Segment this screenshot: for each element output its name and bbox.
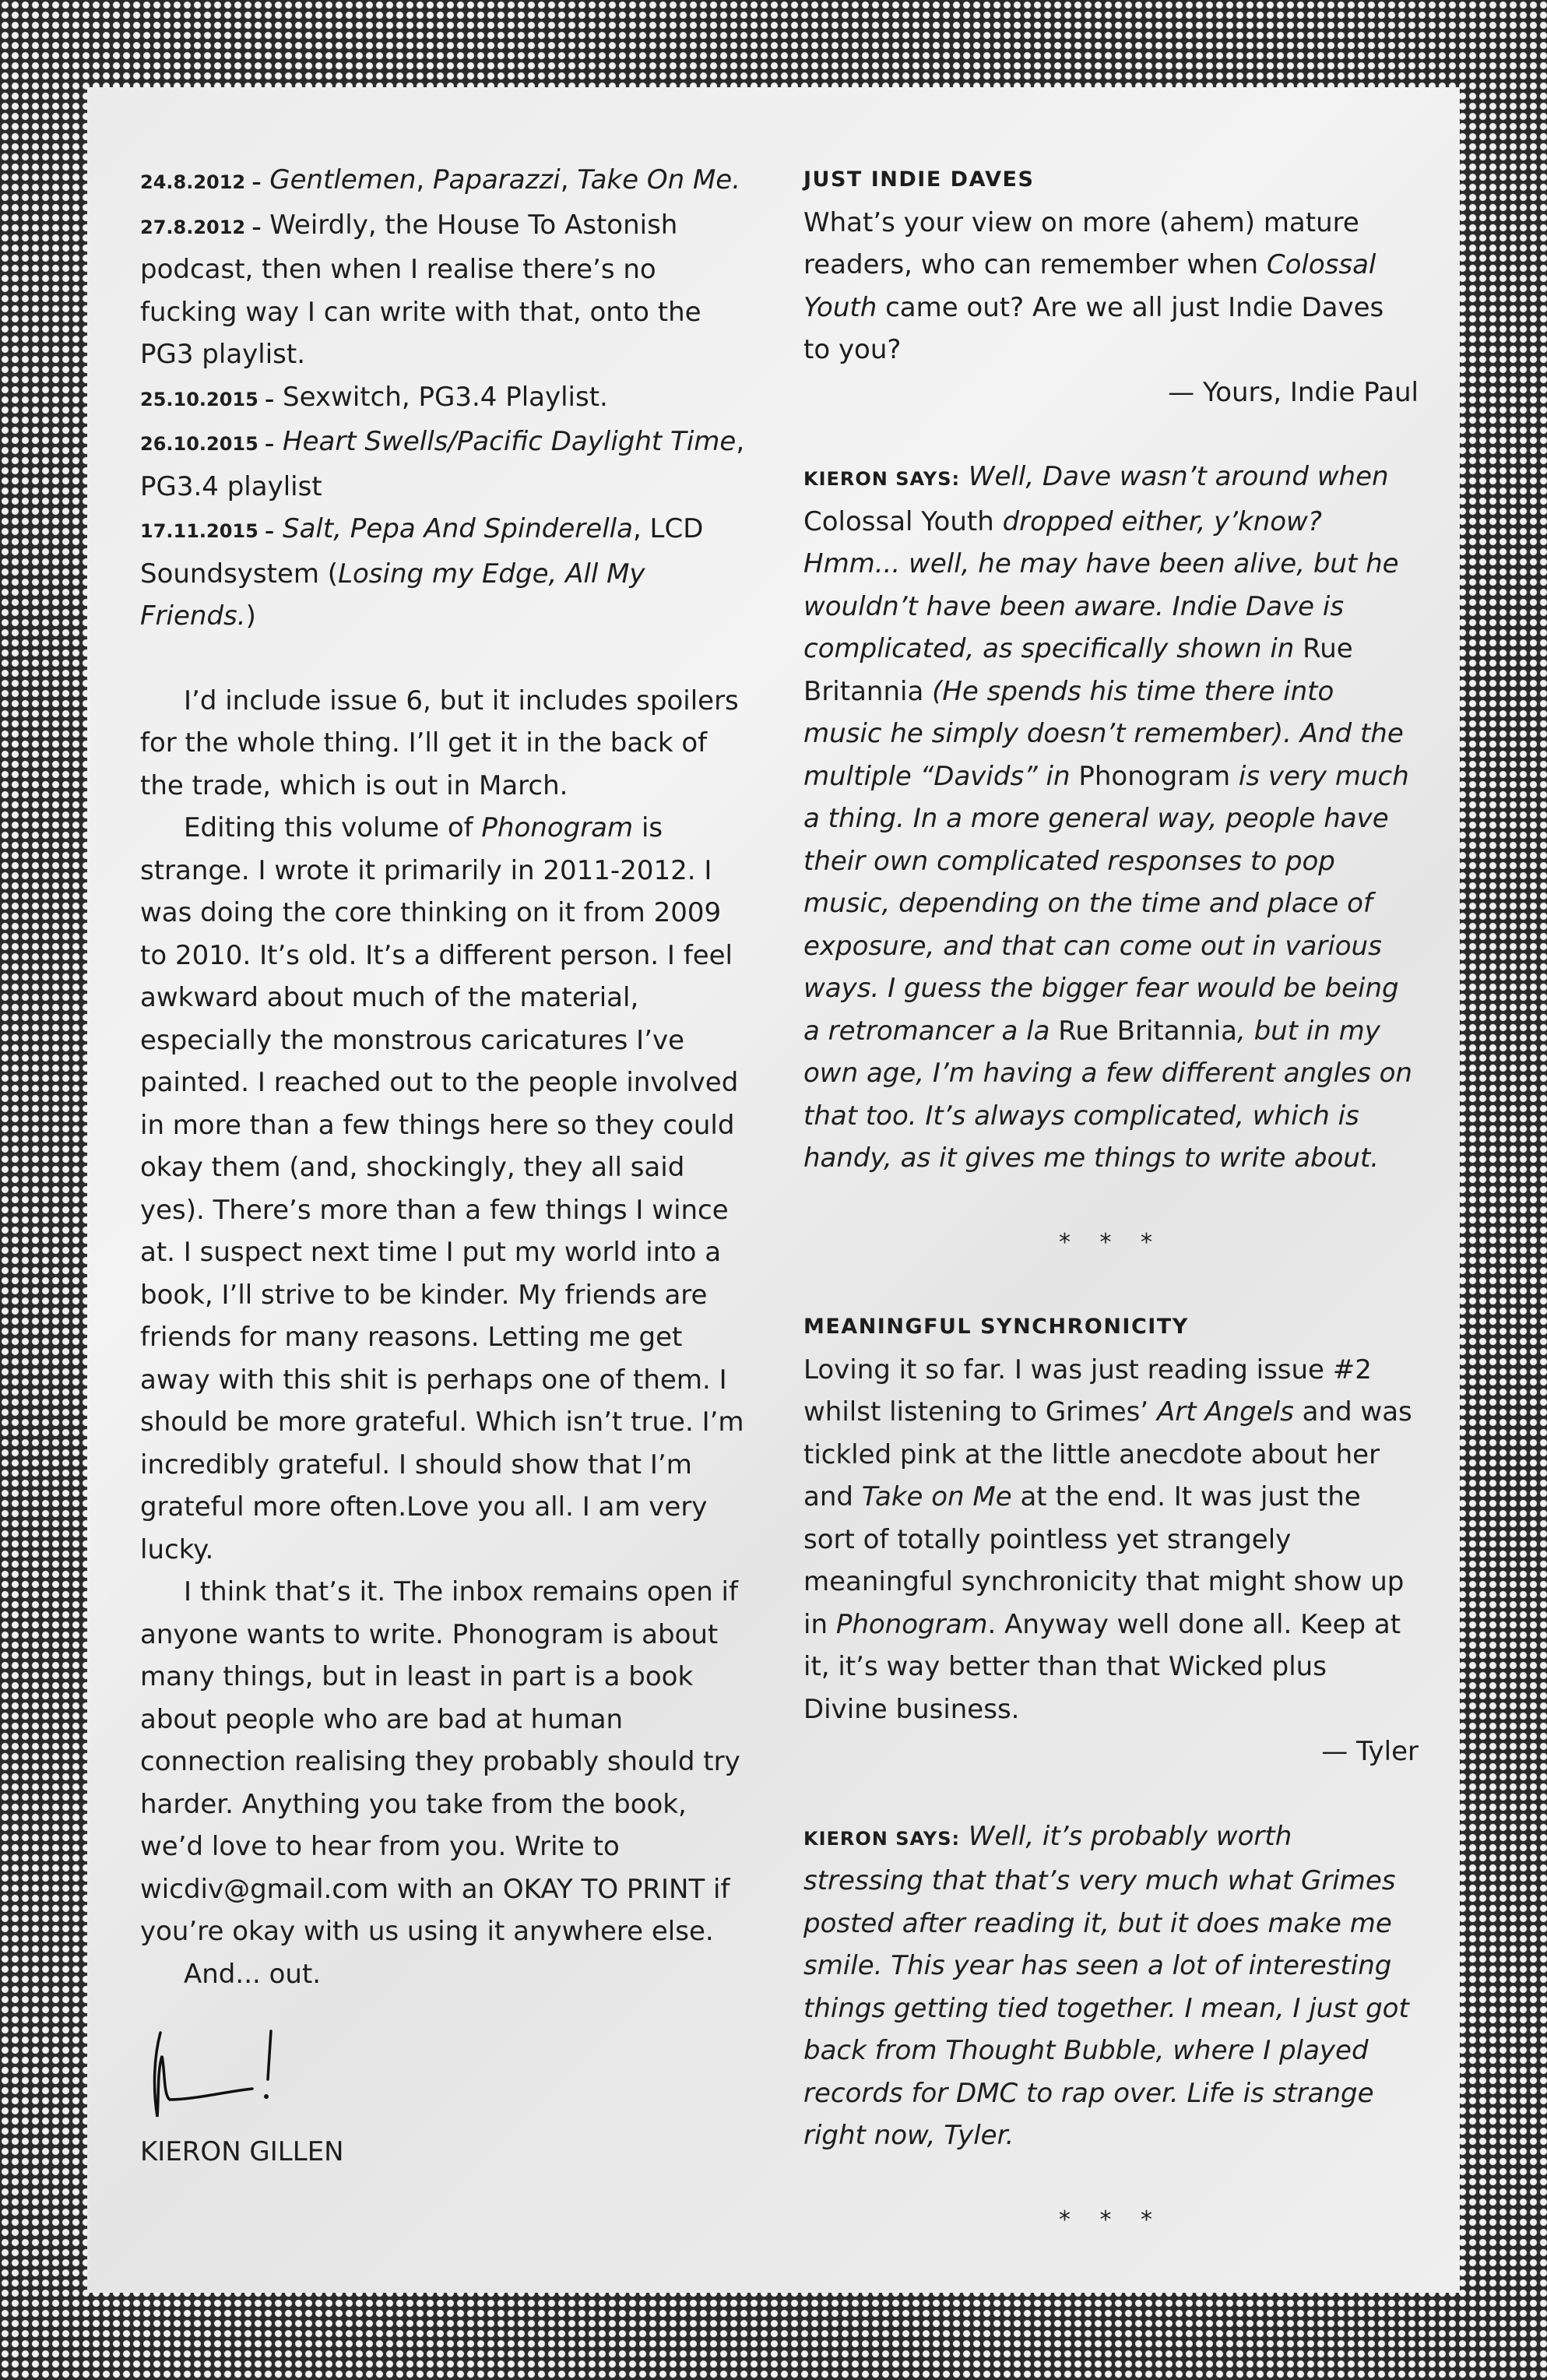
reply-synchronicity: KIERON SAYS: Well, it’s probably worth stressing that that’s very much what Grimes posted after reading it, but it does make me smile. This year has seen a lot of interesting things getting tied together. I mean, I just got back from Thought Bubble, where I played records for DMC to rap over. Life is strange right now, Tyler.	[803, 1820, 1409, 2151]
letters-page	[87, 87, 1460, 2293]
playlist-date: 25.10.2015 –	[140, 388, 275, 410]
playlist-date: 24.8.2012 –	[140, 171, 262, 193]
reply-indie-daves: KIERON SAYS: Well, Dave wasn’t around when Colossal Youth dropped either, y’know? Hmm... well, he may have been alive, but he wouldn’t have been aware. Indie Dave is complicated, as specifically shown in Rue Britannia (He spends his time there into music he simply doesn’t remember). And the multiple “Davids” in Phonogram is very much a thing. In a more general way, people have their own complicated responses to pop music, depending on the time and place of exposure, and that can come out in various ways. I guess the bigger fear would be being a retromancer a la Rue Britannia, but in my own age, I’m having a few different angles on that too. It’s always complicated, which is handy, as it gives me things to write about.	[803, 461, 1412, 1174]
text-run: Weirdly, the House To Astonish podcast, then when I realise there’s no fucking way I can write with that, onto the PG3 playlist.	[140, 209, 701, 370]
letter-body-indie-daves: What’s your view on more (ahem) mature readers, who can remember when Colossal Youth came out? Are we all just Indie Daves to you?	[803, 206, 1384, 365]
text-run: Colossal Youth	[803, 505, 994, 537]
paragraph-inbox: I think that’s it. The inbox remains open if anyone wants to write. Phonogram is about many things, but in least in part is a book about people who are bad at human connection realising they probably should try harder. Anything you take from the book, we’d love to hear from you. Write to wicdiv@gmail.com with an OKAY TO PRINT if you’re okay with us using it anywhere else.	[140, 1576, 740, 1947]
letter-heading-synchronicity: MEANINGFUL SYNCHRONICITY	[803, 1315, 1189, 1339]
playlist-date: 26.10.2015 –	[140, 433, 275, 455]
email-link[interactable]: wicdiv@gmail.com	[140, 1873, 389, 1905]
letter-signoff-indie-paul: — Yours, Indie Paul	[1168, 376, 1419, 408]
playlist-list	[140, 159, 755, 638]
author-name: KIERON GILLEN	[140, 2136, 344, 2167]
paragraph-spoilers: I’d include issue 6, but it includes spoilers for the whole thing. I’ll get it in the back of the trade, which is out in March.	[140, 685, 739, 801]
text-run: ,	[416, 164, 434, 195]
text-run: Take On Me.	[577, 164, 741, 195]
letter-signoff-tyler: — Tyler	[1321, 1736, 1419, 1767]
letter-heading-indie-daves: JUST INDIE DAVES	[803, 167, 1035, 192]
playlist-entry	[140, 421, 755, 508]
playlist-date: 27.8.2012 –	[140, 216, 262, 238]
text-run: (He spends his time there into music he simply doesn’t remember). And the multiple “Davids” in	[803, 675, 1404, 792]
text-run: Loving it so far. I was just reading issue #2 whilst listening to Grimes’	[803, 1354, 1372, 1428]
text-run: )	[245, 600, 256, 632]
playlist-entry	[140, 204, 755, 376]
text-run: dropped either, y’know? Hmm... well, he may have been alive, but he wouldn’t have been aware. Indie Dave is complicated, as specifically shown in	[803, 505, 1399, 664]
text-run: , PG3.4 playlist	[140, 426, 745, 502]
text-run: Art Angels	[1156, 1396, 1294, 1428]
text-run: and was tickled pink at the little anecdote about her and	[803, 1396, 1412, 1512]
left-column	[140, 159, 755, 2171]
text-run: Rue Britannia	[803, 633, 1353, 707]
text-run: Paparazzi	[433, 164, 561, 195]
text-run: , but in my own age, I’m having a few different angles on that too. It’s always complicated, which is handy, as it gives me things to write about.	[803, 1015, 1412, 1174]
text-run: Phonogram	[1078, 760, 1231, 792]
text-run: Gentlemen	[269, 164, 417, 195]
section-separator-end: * * *	[1058, 2206, 1164, 2234]
paragraph-editing: Editing this volume of Phonogram is strange. I wrote it primarily in 2011-2012. I was doing the core thinking on it from 2009 to 2010. It’s old. It’s a different person. I feel awkward about much of the material, especially the monstrous caricatures I’ve painted. I reached out to the people involved in more than a few things here so they could okay them (and, shockingly, they all said yes). There’s more than a few things I wince at. I suspect next time I put my world into a book, I’ll strive to be kinder. My friends are friends for many reasons. Letting me get away with this shit is perhaps one of them. I should be more grateful. Which isn’t true. I’m incredibly grateful. I should show that I’m grateful more often.Love you all. I am very lucky.	[140, 812, 744, 1565]
text-run: Salt, Pepa And Spinderella	[283, 513, 633, 544]
text-run: Heart Swells/Pacific Daylight Time	[283, 426, 737, 457]
text-run: Sexwitch, PG3.4 Playlist.	[283, 381, 608, 413]
playlist-entry	[140, 159, 755, 204]
playlist-date: 17.11.2015 –	[140, 520, 275, 542]
text-run: Well, Dave wasn’t around when	[960, 461, 1389, 492]
signature-image	[146, 2025, 302, 2126]
text-run: at the end. It was just the sort of totally pointless yet strangely meaningful synchronicity that might show up in	[803, 1481, 1405, 1640]
letter-body-synchronicity	[803, 1349, 1419, 1731]
section-separator: * * *	[1058, 1228, 1164, 1256]
text-run: Rue Britannia	[1058, 1015, 1237, 1047]
text-run: ,	[560, 164, 578, 195]
text-run: Take on Me	[861, 1481, 1012, 1512]
text-run: is very much a thing. In a more general way, people have their own complicated responses to pop music, depending on the time and place of exposure, and that can come out in various ways. I guess the bigger fear would be being a retromancer a la	[803, 760, 1409, 1047]
playlist-entry	[140, 508, 755, 638]
text-run: Losing my Edge, All My Friends.	[140, 558, 645, 632]
playlist-entry	[140, 376, 755, 421]
right-column	[803, 159, 1419, 2241]
text-run: , LCD Soundsystem (	[140, 513, 704, 590]
text-run: . Anyway well done all. Keep at it, it’s way better than that Wicked plus Divine business.	[803, 1608, 1401, 1725]
paragraph-signoff: And... out.	[184, 1958, 322, 1990]
text-run: Phonogram	[835, 1608, 988, 1640]
